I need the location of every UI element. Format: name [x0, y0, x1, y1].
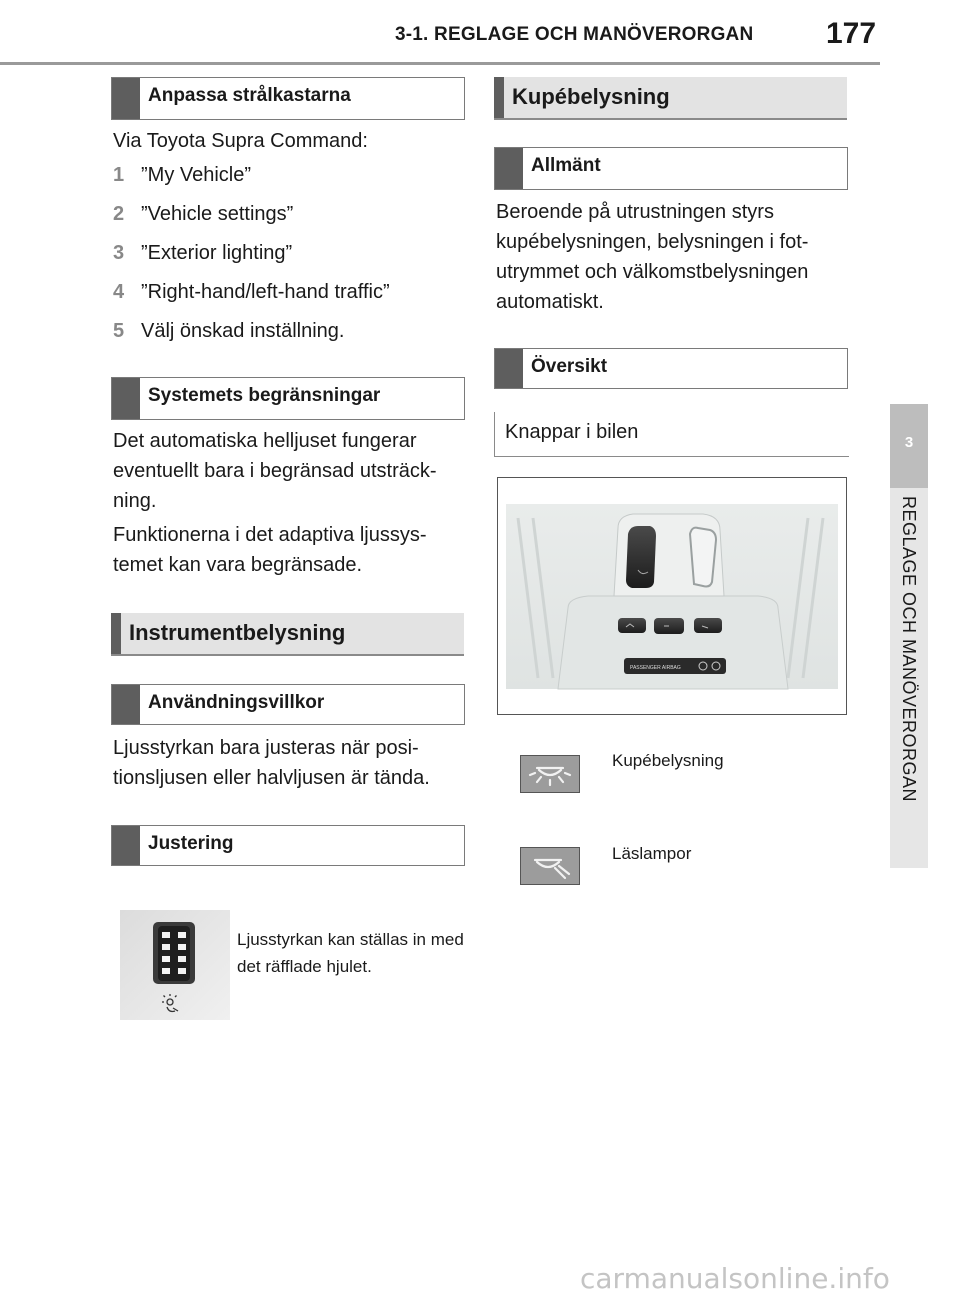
heading-conditions: Användningsvillkor [111, 684, 465, 725]
via-command-text: Via Toyota Supra Command: [113, 130, 368, 152]
heading-interior-lighting: Kupébelysning [494, 77, 847, 120]
legend-label-reading: Läslampor [612, 844, 692, 863]
limits-paragraph-2: Funktionerna i det adaptiva ljussys-temet kan vara begränsade. [113, 524, 427, 576]
reading-lamp-icon [520, 847, 580, 885]
header-rule [0, 62, 880, 65]
list-item: 4 ”Right-hand/left-hand traffic” [113, 281, 390, 303]
overhead-console-image [497, 477, 847, 715]
thumbwheel-caption: Ljusstyrkan kan ställas in med det räfflade hjulet. [237, 930, 464, 976]
chapter-title: REGLAGE OCH MANÖVERORGAN [899, 496, 919, 803]
list-item: 1 ”My Vehicle” [113, 164, 252, 186]
heading-adjusting: Justering [111, 825, 465, 866]
list-item: 2 ”Vehicle settings” [113, 203, 294, 225]
heading-system-limits: Systemets begränsningar [111, 377, 465, 420]
list-item: 5 Välj önskad inställning. [113, 320, 345, 342]
legend-label-interior: Kupébelysning [612, 751, 724, 770]
heading-general: Allmänt [494, 147, 848, 190]
interior-light-icon [520, 755, 580, 793]
heading-overview: Översikt [494, 348, 848, 389]
chapter-number: 3 [904, 434, 914, 451]
airbag-label: PASSENGER AIRBAG [630, 665, 681, 671]
limits-paragraph-1: Det automatiska helljuset fungerar eventuellt bara i begränsad utsträck-ning. [113, 430, 437, 512]
conditions-paragraph: Ljusstyrkan bara justeras när posi-tionsljusen eller halvljusen är tända. [113, 737, 430, 789]
page-number: 177 [826, 17, 877, 50]
general-paragraph: Beroende på utrustningen styrs kupébelysningen, belysningen i fot-utrymmet och välkomstbelysningen automatiskt. [496, 201, 809, 313]
subheading-buttons: Knappar i bilen [494, 412, 849, 457]
watermark: carmanualsonline.info [580, 1262, 890, 1295]
heading-instrument-lighting: Instrumentbelysning [111, 613, 464, 656]
section-title: 3-1. REGLAGE OCH MANÖVERORGAN [395, 24, 754, 45]
list-item: 3 ”Exterior lighting” [113, 242, 293, 264]
heading-adjust-headlights: Anpassa strålkastarna [111, 77, 465, 120]
thumbwheel-image [120, 910, 230, 1020]
steps-list [113, 156, 473, 351]
